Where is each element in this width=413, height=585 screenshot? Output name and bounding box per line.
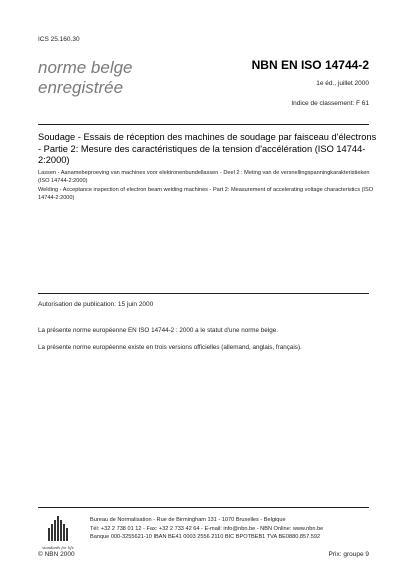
bottom-divider [38, 507, 369, 508]
edition-date: 1e éd., juillet 2000 [316, 80, 369, 87]
standard-code: NBN EN ISO 14744-2 [251, 58, 369, 72]
nbn-logo-icon [38, 512, 78, 552]
status-paragraph: La présente norme européenne EN ISO 14744-2 : 2000 a le statut d'une norme belge. [38, 327, 278, 334]
classification-index: Indice de classement: F 61 [291, 100, 369, 107]
address-line-2: Tél: +32 2 738 01 12 - Fax: +32 2 733 42 64 - E-mail: info@nbn.be - NBN Online: www.nbn.be [90, 525, 324, 532]
brand-title [38, 58, 133, 98]
brand-line-1: norme belge [38, 58, 133, 77]
top-divider [38, 124, 369, 125]
publication-authorization: Autorisation de publication: 15 juin 2000 [38, 301, 154, 308]
logo-tagline: standards for life [42, 545, 74, 550]
address-line-1: Bureau de Normalisation - Rue de Birmingham 131 - 1070 Bruxelles - Belgique [90, 517, 286, 523]
title-dutch: Lassen - Aanamebeproeving van machines voor elektronenbundellassen - Deel 2 : Meting van de versnellingspanningkarakteristieken (ISO 14744-2:2000) [38, 170, 370, 184]
address-block [90, 516, 380, 542]
brand-line-2: enregistrée [38, 78, 124, 97]
title-english: Welding - Acceptance inspection of electron beam welding machines - Part 2: Measurement of accelerating voltage characteristics (ISO 14744-2:2000) [38, 187, 374, 201]
address-line-3: Banque 000-3255621-10 IBAN BE41 0003 2556 2110 BIC BPOTBEB1 TVA BE0880.857.592 [90, 534, 321, 540]
title-french: Soudage - Essais de réception des machines de soudage par faisceau d'électrons - Partie 2: Mesure des caractéristiques de la tension d'accélération (ISO 14744-2:2000) [38, 132, 377, 165]
copyright: © NBN 2000 [38, 551, 75, 558]
ics-code: ICS 25.160.30 [38, 36, 80, 43]
middle-divider [38, 293, 369, 294]
price-group: Prix: groupe 9 [328, 551, 369, 558]
versions-paragraph: La présente norme européenne existe en trois versions officielles (allemand, anglais, français). [38, 344, 302, 351]
